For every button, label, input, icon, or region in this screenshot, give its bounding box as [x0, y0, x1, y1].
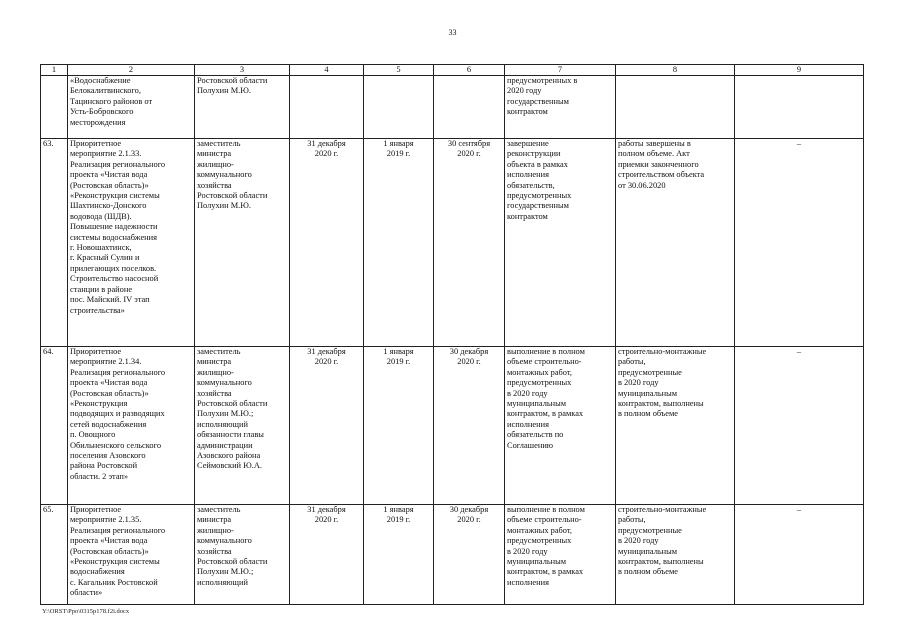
report-table — [40, 64, 864, 605]
responsible-person: заместитель министра жилищно- коммунального хозяйства Ростовской области Полухин М.Ю.; исполняющий обязанности главы администрации Азовского района Сеймовский Ю.А. — [195, 347, 290, 505]
header-cell: 7 — [505, 65, 616, 76]
actual-result: работы завершены в полном объеме. Акт приемки законченного строительством объекта от 30.06.2020 — [616, 139, 735, 347]
header-cell: 1 — [41, 65, 68, 76]
planned-result: предусмотренных в 2020 году государственным контрактом — [505, 76, 616, 139]
problems-note: – — [735, 139, 864, 347]
table-row — [41, 347, 864, 505]
header-cell: 6 — [434, 65, 505, 76]
problems-note: – — [735, 505, 864, 605]
row-number: 64. — [41, 347, 68, 505]
table-row — [41, 76, 864, 139]
responsible-person: заместитель министра жилищно- коммунального хозяйства Ростовской области Полухин М.Ю.; исполняющий — [195, 505, 290, 605]
actual-result: строительно-монтажные работы, предусмотренные в 2020 году муниципальным контрактом, выполнены в полном объеме — [616, 347, 735, 505]
measure-name: «Водоснабжение Белокалитвинского, Тацинского районов от Усть-Бобровского месторождения — [68, 76, 195, 139]
responsible-person: Ростовской области Полухин М.Ю. — [195, 76, 290, 139]
table-row — [41, 139, 864, 347]
planned-result: выполнение в полном объеме строительно- монтажных работ, предусмотренных в 2020 году муниципальным контрактом, в рамках исполнения — [505, 505, 616, 605]
header-cell: 2 — [68, 65, 195, 76]
actual-end-date: 30 сентября 2020 г. — [434, 139, 505, 347]
table-header-row — [41, 65, 864, 76]
measure-name: Приоритетное мероприятие 2.1.33. Реализация регионального проекта «Чистая вода (Ростовская область)» «Реконструкция системы Шахтинско-Донского водовода (ШДВ). Повышение надежности системы водоснабжения г. Новошахтинск, г. Красный Сулин и прилегающих поселков. Строительство насосной станции в районе пос. Майский. IV этап строительства» — [68, 139, 195, 347]
row-number: 63. — [41, 139, 68, 347]
file-path-footer: Y:\ORST\Ppo\0315p178.f2i.docx — [42, 608, 130, 615]
page-number: 33 — [448, 28, 457, 37]
actual-start-date: 1 января 2019 г. — [364, 347, 434, 505]
table-row — [41, 505, 864, 605]
header-cell: 5 — [364, 65, 434, 76]
header-cell: 8 — [616, 65, 735, 76]
actual-start-date: 1 января 2019 г. — [364, 139, 434, 347]
measure-name: Приоритетное мероприятие 2.1.35. Реализация регионального проекта «Чистая вода (Ростовская область)» «Реконструкция системы водоснабжения с. Кагальник Ростовской области» — [68, 505, 195, 605]
responsible-person: заместитель министра жилищно- коммунального хозяйства Ростовской области Полухин М.Ю. — [195, 139, 290, 347]
measure-name: Приоритетное мероприятие 2.1.34. Реализация регионального проекта «Чистая вода (Ростовская область)» «Реконструкция подводящих и разводящих сетей водоснабжения п. Овощного Обильненского сельского поселения Азовского района Ростовской области. 2 этап» — [68, 347, 195, 505]
header-cell: 4 — [290, 65, 364, 76]
row-number: 65. — [41, 505, 68, 605]
actual-end-date: 30 декабря 2020 г. — [434, 347, 505, 505]
actual-end-date — [434, 76, 505, 139]
planned-end-date: 31 декабря 2020 г. — [290, 505, 364, 605]
planned-end-date: 31 декабря 2020 г. — [290, 347, 364, 505]
actual-start-date — [364, 76, 434, 139]
problems-note: – — [735, 347, 864, 505]
planned-result: завершение реконструкции объекта в рамках исполнения обязательств, предусмотренных государственным контрактом — [505, 139, 616, 347]
planned-end-date — [290, 76, 364, 139]
actual-result — [616, 76, 735, 139]
actual-start-date: 1 января 2019 г. — [364, 505, 434, 605]
header-cell: 9 — [735, 65, 864, 76]
planned-result: выполнение в полном объеме строительно- монтажных работ, предусмотренных в 2020 году муниципальным контрактом, в рамках исполнения обязательств по Соглашению — [505, 347, 616, 505]
actual-result: строительно-монтажные работы, предусмотренные в 2020 году муниципальным контрактом, выполнены в полном объеме — [616, 505, 735, 605]
planned-end-date: 31 декабря 2020 г. — [290, 139, 364, 347]
actual-end-date: 30 декабря 2020 г. — [434, 505, 505, 605]
header-cell: 3 — [195, 65, 290, 76]
row-number — [41, 76, 68, 139]
problems-note — [735, 76, 864, 139]
